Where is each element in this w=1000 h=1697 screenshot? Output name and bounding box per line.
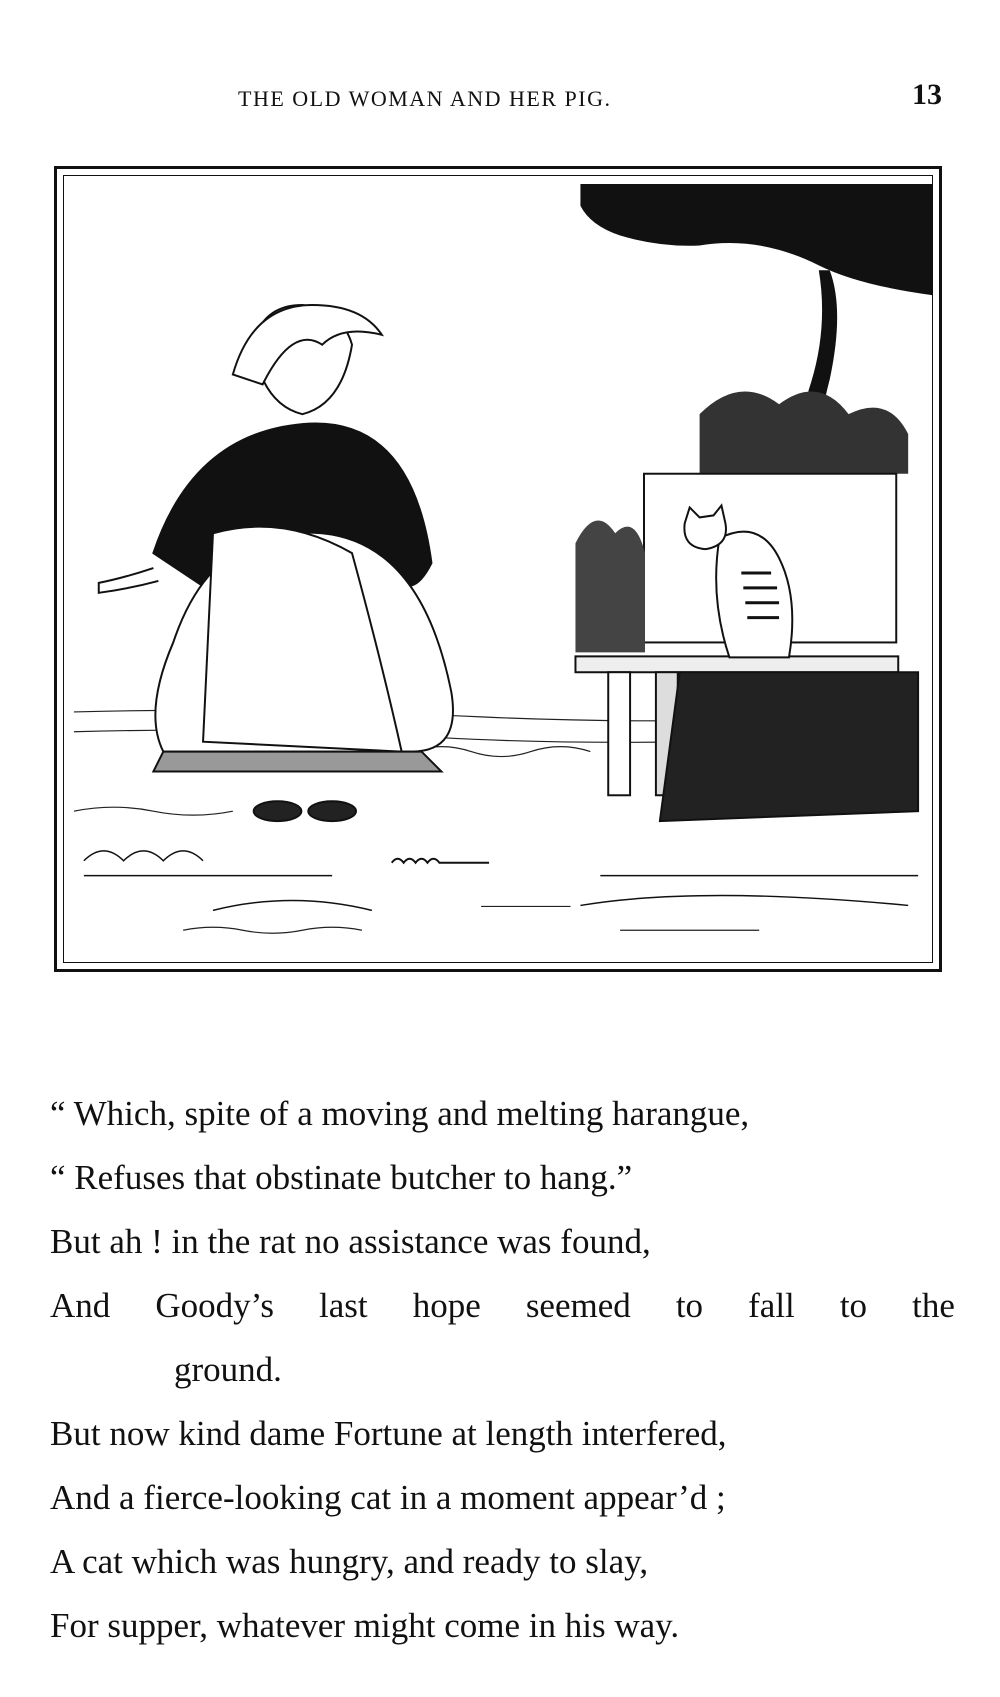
poem: [50, 1082, 955, 1658]
running-title: THE OLD WOMAN AND HER PIG.: [238, 86, 612, 111]
poem-line: “ Refuses that obstinate butcher to hang.”: [50, 1158, 633, 1197]
poem-line: For supper, whatever might come in his way.: [50, 1606, 680, 1645]
foreground-grass: [84, 851, 918, 911]
shrub: [575, 521, 645, 653]
poem-word: Goody’s: [155, 1286, 274, 1325]
poem-line: But now kind dame Fortune at length interfered,: [50, 1414, 727, 1453]
bench: [575, 656, 918, 821]
poem-word: seemed: [525, 1286, 631, 1325]
poem-line: But ah ! in the rat no assistance was found,: [50, 1222, 651, 1261]
tree: [580, 184, 932, 489]
poem-line-justified: [50, 1274, 955, 1338]
page-number: 13: [912, 78, 942, 111]
poem-line: “ Which, spite of a moving and melting harangue,: [50, 1094, 750, 1133]
poem-line: A cat which was hungry, and ready to slay,: [50, 1542, 649, 1581]
engraver-signature: [392, 859, 489, 863]
running-head: [0, 78, 1000, 118]
poem-word: last: [319, 1286, 368, 1325]
poem-word: to: [839, 1286, 868, 1325]
illustration-frame: [54, 166, 942, 972]
poem-word: the: [912, 1286, 955, 1325]
poem-word: hope: [412, 1286, 481, 1325]
engraving-old-woman-and-cat: [64, 176, 932, 962]
poem-word: to: [675, 1286, 704, 1325]
old-woman: [99, 305, 453, 821]
poem-line: And a fierce-looking cat in a moment appear’d ;: [50, 1478, 726, 1517]
poem-word: fall: [748, 1286, 795, 1325]
poem-line-continuation: ground.: [174, 1350, 282, 1389]
illustration: [63, 175, 933, 963]
poem-word: And: [50, 1286, 111, 1325]
